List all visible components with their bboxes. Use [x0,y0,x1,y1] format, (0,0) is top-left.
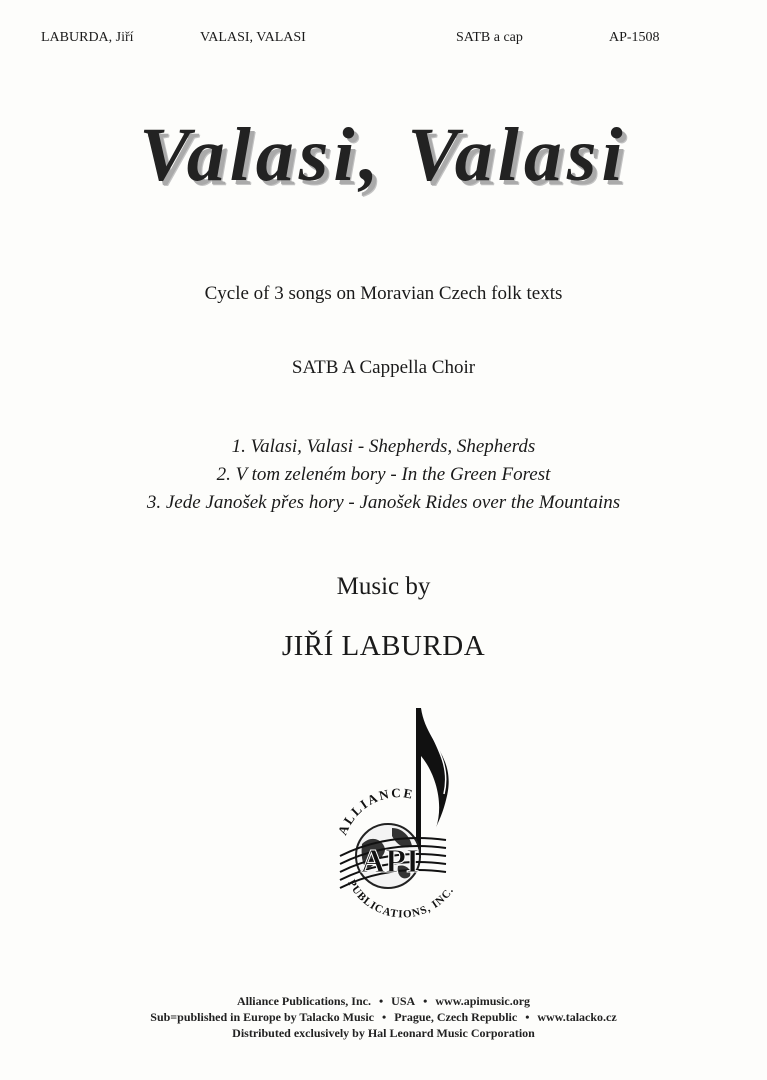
logo-arc-bottom-text: PUBLICATIONS, INC. [345,877,457,921]
song-list [0,433,767,517]
logo-center-text: API [360,843,420,880]
logo-arc-top-text: ALLIANCE [334,785,416,838]
publisher-country: USA [391,994,416,1008]
europe-location: Prague, Czech Republic [394,1010,518,1024]
publisher-website: www.apimusic.org [435,994,531,1008]
composer-name: JIŘÍ LABURDA [281,630,486,662]
europe-website: www.talacko.cz [537,1010,617,1024]
header-catalog-number: AP-1508 [609,30,660,45]
separator-dot: • [382,1010,387,1024]
song-item: 3. Jede Janošek přes hory - Janošek Rides over the Mountains [146,492,621,513]
voicing-line: SATB A Cappella Choir [291,357,476,378]
song-item: 1. Valasi, Valasi - Shepherds, Shepherds [231,436,536,457]
publisher-logo [318,704,468,944]
music-note-icon [416,708,449,858]
music-by-label: Music by [336,573,431,600]
footer-line: Distributed exclusively by Hal Leonard Music Corporation [232,1026,535,1040]
europe-publisher: Sub=published in Europe by Talacko Music [150,1010,374,1024]
footer-line [0,993,767,1009]
song-item: 2. V tom zeleném bory - In the Green Forest [216,464,551,485]
page-title: Valasi, Valasi [139,113,628,197]
header-voicing: SATB a cap [456,30,523,45]
header-title: VALASI, VALASI [200,30,306,45]
publisher-footer [0,993,767,1041]
page-header [0,30,767,50]
separator-dot: • [525,1010,530,1024]
separator-dot: • [423,994,428,1008]
footer-line [0,1009,767,1025]
title-block [0,112,767,199]
subtitle: Cycle of 3 songs on Moravian Czech folk texts [204,283,563,304]
separator-dot: • [378,994,384,1008]
header-composer: LABURDA, Jiří [41,30,134,45]
publisher-name: Alliance Publications, Inc. [236,994,371,1008]
